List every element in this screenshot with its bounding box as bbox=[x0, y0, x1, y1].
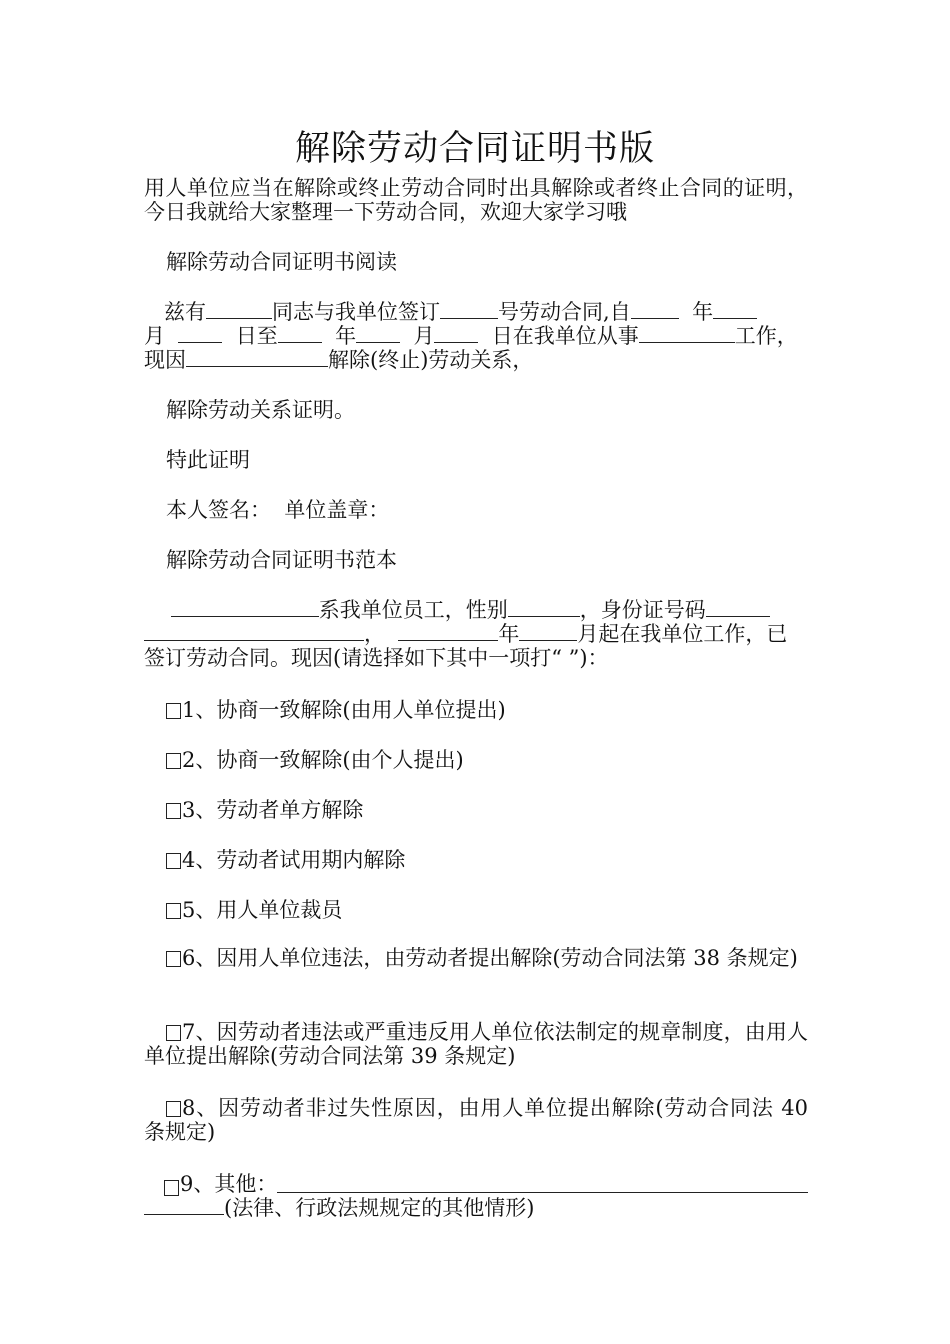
option-7-label: 7、因劳动者违法或严重违反用人单位依法制定的规章制度，由用人单位提出解除(劳动合同法第 39 条规定) bbox=[144, 1020, 808, 1068]
blank-contract-number[interactable] bbox=[440, 300, 498, 319]
s1-text-6: 日至 bbox=[235, 324, 278, 348]
hereby-certify-text: 特此证明 bbox=[166, 448, 250, 472]
section1-heading: 解除劳动合同证明书阅读 bbox=[166, 250, 397, 274]
s1-text-2: 同志与我单位签订 bbox=[272, 300, 441, 324]
s1-text-1: 兹有 bbox=[164, 300, 207, 324]
option-5-label: 5、用人单位裁员 bbox=[182, 898, 343, 922]
checkbox-option-8[interactable] bbox=[166, 1101, 181, 1117]
checkbox-option-9[interactable] bbox=[164, 1180, 179, 1196]
s1-text-3: 号劳动合同,自 bbox=[498, 300, 631, 324]
s2-text-3: ， bbox=[364, 622, 385, 646]
s2-text-5: 月起在我单位工作，已 bbox=[577, 622, 788, 646]
blank-id-number-cont[interactable] bbox=[144, 622, 364, 641]
checkbox-option-3[interactable] bbox=[166, 803, 181, 819]
option-3-label: 3、劳动者单方解除 bbox=[182, 798, 364, 822]
checkbox-option-5[interactable] bbox=[166, 903, 181, 919]
section2-heading: 解除劳动合同证明书范本 bbox=[166, 548, 397, 572]
blank-job[interactable] bbox=[639, 324, 735, 343]
blank-id-number[interactable] bbox=[706, 598, 770, 617]
checkbox-option-6[interactable] bbox=[166, 951, 181, 967]
option-2 bbox=[144, 748, 808, 772]
template-paragraph bbox=[144, 598, 808, 670]
option-6 bbox=[144, 946, 808, 970]
s1-text-8: 月 bbox=[413, 324, 435, 348]
s1-text-9: 日在我单位从事 bbox=[491, 324, 639, 348]
s2-text-6: 签订劳动合同。现因(请选择如下其中一项打“ ”)： bbox=[144, 646, 609, 670]
blank-reason[interactable] bbox=[186, 348, 328, 367]
s1-text-4: 年 bbox=[692, 300, 714, 324]
s1-text-5: 月 bbox=[144, 324, 165, 348]
option-2-label: 2、协商一致解除(由个人提出) bbox=[182, 748, 464, 772]
blank-start-year[interactable] bbox=[631, 300, 679, 319]
s1-text-12: 解除(终止)劳动关系， bbox=[328, 348, 534, 372]
option-5 bbox=[144, 898, 808, 922]
signature-line: 本人签名： 单位盖章： bbox=[166, 498, 390, 522]
s1-text-7: 年 bbox=[335, 324, 357, 348]
option-9-label: 9、其他： bbox=[180, 1172, 278, 1196]
blank-hire-year[interactable] bbox=[398, 622, 498, 641]
checkbox-option-4[interactable] bbox=[166, 853, 181, 869]
blank-other-reason[interactable] bbox=[277, 1174, 808, 1193]
option-7 bbox=[144, 1020, 808, 1068]
checkbox-option-2[interactable] bbox=[166, 753, 181, 769]
blank-other-reason-cont[interactable] bbox=[144, 1196, 224, 1215]
s2-text-2: ，身份证号码 bbox=[579, 598, 706, 622]
document-title: 解除劳动合同证明书版 bbox=[294, 129, 655, 169]
blank-employee-name[interactable] bbox=[171, 598, 319, 617]
blank-end-day[interactable] bbox=[434, 324, 478, 343]
s1-text-11: 现因 bbox=[144, 348, 186, 372]
certificate-paragraph bbox=[144, 300, 808, 372]
option-1 bbox=[144, 698, 808, 722]
relation-proof-text: 解除劳动关系证明。 bbox=[166, 398, 355, 422]
option-9 bbox=[144, 1172, 808, 1220]
blank-start-day[interactable] bbox=[178, 324, 222, 343]
option-6-label: 6、因用人单位违法，由劳动者提出解除(劳动合同法第 38 条规定) bbox=[182, 946, 798, 970]
s1-text-10: 工作， bbox=[734, 324, 798, 348]
option-8-label: 8、因劳动者非过失性原因，由用人单位提出解除(劳动合同法 40 条规定) bbox=[144, 1096, 808, 1144]
blank-hire-month[interactable] bbox=[519, 622, 577, 641]
s2-text-1: 系我单位员工，性别 bbox=[318, 598, 508, 622]
option-8 bbox=[144, 1096, 808, 1144]
intro-paragraph: 用人单位应当在解除或终止劳动合同时出具解除或者终止合同的证明，今日我就给大家整理一下劳动合同，欢迎大家学习哦 bbox=[144, 176, 808, 224]
s2-text-4: 年 bbox=[498, 622, 520, 646]
option-9-suffix: (法律、行政法规规定的其他情形) bbox=[224, 1196, 535, 1220]
option-4-label: 4、劳动者试用期内解除 bbox=[182, 848, 406, 872]
option-4 bbox=[144, 848, 808, 872]
option-3 bbox=[144, 798, 808, 822]
blank-end-month[interactable] bbox=[356, 324, 400, 343]
option-1-label: 1、协商一致解除(由用人单位提出) bbox=[182, 698, 506, 722]
blank-gender[interactable] bbox=[508, 598, 580, 617]
checkbox-option-7[interactable] bbox=[166, 1025, 181, 1041]
blank-name[interactable] bbox=[206, 300, 272, 319]
blank-end-year[interactable] bbox=[278, 324, 322, 343]
checkbox-option-1[interactable] bbox=[166, 703, 181, 719]
blank-start-month[interactable] bbox=[713, 300, 757, 319]
